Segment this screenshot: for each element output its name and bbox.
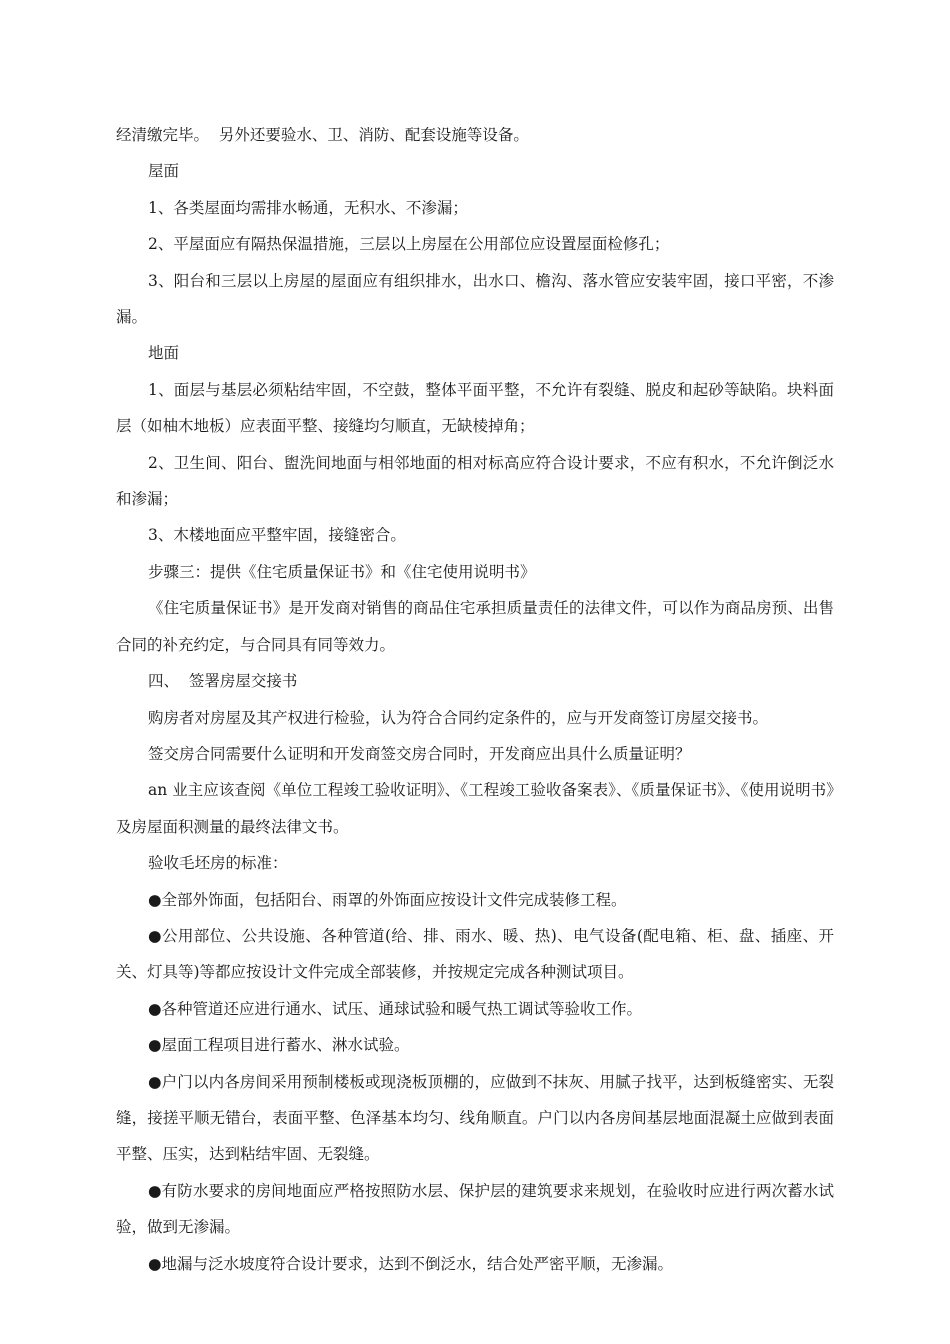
floor-item-2: 2、卫生间、阳台、盥洗间地面与相邻地面的相对标高应符合设计要求，不应有积水，不允许倒泛水和渗漏； bbox=[116, 453, 834, 509]
bullet-item: ●全部外饰面，包括阳台、雨罩的外饰面应按设计文件完成装修工程。 bbox=[148, 890, 627, 909]
section-heading-floor: 地面 bbox=[148, 344, 180, 363]
roof-item-2: 2、平屋面应有隔热保温措施，三层以上房屋在公用部位应设置屋面检修孔； bbox=[148, 235, 670, 254]
section-heading-roof: 屋面 bbox=[148, 162, 180, 181]
floor-item-3: 3、木楼地面应平整牢固，接缝密合。 bbox=[148, 526, 406, 545]
bullet-item: ●地漏与泛水坡度符合设计要求，达到不倒泛水，结合处严密平顺，无渗漏。 bbox=[148, 1254, 674, 1273]
paragraph-continuation: 经清缴完毕。 另外还要验水、卫、消防、配套设施等设备。 bbox=[116, 126, 529, 144]
bullet-item: ●屋面工程项目进行蓄水、淋水试验。 bbox=[148, 1036, 410, 1055]
quality-guarantee-paragraph: 《住宅质量保证书》是开发商对销售的商品住宅承担质量责任的法律文件，可以作为商品房预、出售合同的补充约定，与合同具有同等效力。 bbox=[116, 599, 834, 654]
step-three-heading: 步骤三：提供《住宅质量保证书》和《住宅使用说明书》 bbox=[148, 562, 536, 581]
bullet-item: ●户门以内各房间采用预制楼板或现浇板顶棚的，应做到不抹灰、用腻子找平，达到板缝密实、无裂缝，接搓平顺无错台，表面平整、色泽基本均匀、线角顺直。户门以内各房间基层地面混凝土应做到表面平整、压实，达到粘结牢固、无裂缝。 bbox=[116, 1072, 834, 1164]
bullet-item: ●有防水要求的房间地面应严格按照防水层、保护层的建筑要求来规划，在验收时应进行两次蓄水试验，做到无渗漏。 bbox=[116, 1181, 834, 1237]
bullet-item: ●公用部位、公共设施、各种管道(给、排、雨水、暖、热)、电气设备(配电箱、柜、盘、插座、开关、灯具等)等都应按设计文件完成全部装修，并按规定完成各种测试项目。 bbox=[116, 926, 834, 982]
question-paragraph: 签交房合同需要什么证明和开发商签交房合同时，开发商应出具什么质量证明？ bbox=[148, 744, 691, 763]
roof-item-3: 3、阳台和三层以上房屋的屋面应有组织排水，出水口、檐沟、落水管应安装牢固，接口平密，不渗漏。 bbox=[116, 271, 834, 327]
handover-paragraph: 购房者对房屋及其产权进行检验，认为符合合同约定条件的，应与开发商签订房屋交接书。 bbox=[148, 708, 769, 727]
documents-paragraph: an 业主应该查阅《单位工程竣工验收证明》、《工程竣工验收备案表》、《质量保证书》、《使用说明书》及房屋面积测量的最终法律文书。 bbox=[116, 781, 834, 836]
roof-item-1: 1、各类屋面均需排水畅通，无积水、不渗漏； bbox=[148, 198, 468, 217]
bullet-item: ●各种管道还应进行通水、试压、通球试验和暖气热工调试等验收工作。 bbox=[148, 999, 643, 1018]
section-four-heading: 四、 签署房屋交接书 bbox=[148, 672, 298, 691]
document-body bbox=[116, 117, 834, 1282]
floor-item-1: 1、面层与基层必须粘结牢固，不空鼓，整体平面平整，不允许有裂缝、脱皮和起砂等缺陷。块料面层（如柚木地板）应表面平整、接缝均匀顺直，无缺棱掉角； bbox=[116, 380, 834, 436]
standards-heading: 验收毛坯房的标准： bbox=[148, 854, 288, 873]
